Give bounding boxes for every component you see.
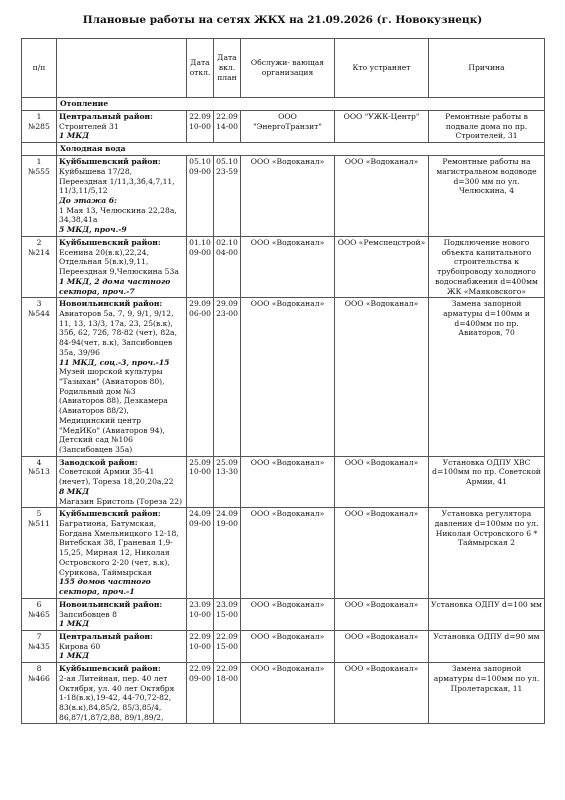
off-date: 24.09 <box>189 509 211 519</box>
header-num: п/п <box>22 39 57 98</box>
address-line: Советской Армии 35-41 <box>59 467 155 477</box>
row-number-cell <box>22 156 57 237</box>
district-name: Куйбышевский район: <box>59 509 161 519</box>
row-number-cell <box>22 508 57 598</box>
off-time: 06-00 <box>189 308 211 318</box>
fixer-org: ООО «Водоканал» <box>335 663 429 724</box>
off-date: 25.09 <box>189 457 211 467</box>
section-title: Отопление <box>57 98 545 111</box>
district-name: Куйбышевский район: <box>59 157 161 167</box>
row-number: 6 <box>36 599 42 609</box>
off-date-cell <box>187 663 214 724</box>
on-time: 13-30 <box>216 467 238 477</box>
row-number-cell <box>22 298 57 457</box>
address-line: 2-ая Литейная, пер. 40 лет <box>59 673 168 683</box>
off-date-cell <box>187 508 214 598</box>
on-date: 23.09 <box>216 599 238 609</box>
request-id: №511 <box>28 519 50 529</box>
address-line: сектора, проч.-7 <box>59 286 135 296</box>
request-id: №513 <box>28 467 50 477</box>
service-org: ООО «Водоканал» <box>241 298 335 457</box>
off-date-cell <box>187 456 214 508</box>
on-time: 14-00 <box>216 121 238 131</box>
district-name: Новоильинский район: <box>59 599 163 609</box>
fixer-org: ООО «Ремспецстрой» <box>335 236 429 297</box>
address-line: Богдана Хмельницкого 12-18, <box>59 528 179 538</box>
off-time: 09-00 <box>189 519 211 529</box>
section-title: Холодная вода <box>57 143 545 156</box>
reason: Ремонтные работы на магистральном водоводе d=300 мм по ул. Челюскина, 4 <box>429 156 545 237</box>
address-line: (нечет), Тореза 18,20,20а,22 <box>59 477 174 487</box>
address-line: Октября, ул. 40 лет Октября <box>59 683 175 693</box>
header-off-date: Дата откл. <box>187 39 214 98</box>
address-line: 1 МКД <box>59 619 89 629</box>
off-date: 22.09 <box>189 664 211 674</box>
on-date: 29.09 <box>216 299 238 309</box>
address-line: 155 домов частного <box>59 577 151 587</box>
address-line: (Запсибовцев 35а) <box>59 445 133 454</box>
service-org: ООО "ЭнергоТранзит" <box>241 111 335 143</box>
table-row <box>22 508 545 598</box>
address-cell <box>57 598 187 630</box>
address-cell <box>57 663 187 724</box>
section-row <box>22 98 545 111</box>
address-line: "МедИКо" (Авиаторов 94), <box>59 425 165 435</box>
address-line: 1-18(в.к),19-42, 44-70,72-82, <box>59 693 172 703</box>
on-date: 24.09 <box>216 509 238 519</box>
row-number: 5 <box>36 509 42 519</box>
address-line: Переездная 1/11,3,3б,4,7,11, <box>59 176 175 186</box>
reason: Замена запорной арматуры d=100мм по ул. Пролетарская, 11 <box>429 663 545 724</box>
address-cell <box>57 508 187 598</box>
address-line: 34,38,41а <box>59 215 98 225</box>
address-line: Кирова 60 <box>59 641 101 651</box>
row-number-cell <box>22 598 57 630</box>
reason: Установка ОДПУ d=100 мм <box>429 598 545 630</box>
fixer-org: ООО «Водоканал» <box>335 298 429 457</box>
row-number-cell <box>22 663 57 724</box>
off-date-cell <box>187 298 214 457</box>
service-org: ООО «Водоканал» <box>241 598 335 630</box>
header-fixer: Кто устраняет <box>335 39 429 98</box>
off-time: 09-00 <box>189 247 211 257</box>
reason: Установка ОДПУ ХВС d=100мм по пр. Советской Армии, 41 <box>429 456 545 508</box>
header-service-org: Обслужи- вающая организация <box>241 39 335 98</box>
address-line: Островского 2-20 (чет, в.к), <box>59 557 170 567</box>
address-line: Строителей 31 <box>59 121 119 131</box>
row-number: 1 <box>36 112 42 121</box>
fixer-org: ООО "УЖК-Центр" <box>335 111 429 143</box>
address-line: Есенина 20(в.к),22,24, <box>59 247 150 257</box>
address-line: 11, 13, 13/3, 17а, 23, 25(в.к), <box>59 318 173 328</box>
document-title: Плановые работы на сетях ЖКХ на 21.09.2026 (г. Новокузнецк) <box>82 14 483 26</box>
fixer-org: ООО «Водоканал» <box>335 508 429 598</box>
address-line: 1 МКД <box>59 131 89 141</box>
service-org: ООО «Водоканал» <box>241 663 335 724</box>
off-time: 09-00 <box>189 673 211 683</box>
on-date-cell <box>214 298 241 457</box>
address-line: 86,87/1,87/2,88, 89/1,89/2, <box>59 712 164 722</box>
works-table <box>21 38 545 724</box>
address-cell <box>57 630 187 662</box>
off-time: 10-00 <box>189 121 211 131</box>
row-number: 3 <box>36 299 42 309</box>
reason: Установка регулятора давления d=100мм по ул. Николая Островского 6 * Таймырская 2 <box>429 508 545 598</box>
on-date-cell <box>214 156 241 237</box>
on-date-cell <box>214 598 241 630</box>
section-row <box>22 143 545 156</box>
address-cell <box>57 156 187 237</box>
on-date-cell <box>214 663 241 724</box>
address-line: Куйбышева 17/28, <box>59 166 133 176</box>
address-line: 1 Мая 13, Челюскина 22,28а, <box>59 205 177 215</box>
address-line: Переездная 9,Челюскина 53а <box>59 267 179 277</box>
fixer-org: ООО «Водоканал» <box>335 456 429 508</box>
row-number: 1 <box>36 157 42 167</box>
on-date-cell <box>214 630 241 662</box>
off-date: 22.09 <box>189 631 211 641</box>
address-line: 35б, 62, 72б, 78-82 (чет), 82а, <box>59 328 177 338</box>
on-date-cell <box>214 236 241 297</box>
address-line: "Тазыхан" (Авиаторов 80), <box>59 376 165 386</box>
table-row <box>22 630 545 662</box>
district-name: Куйбышевский район: <box>59 237 161 247</box>
on-date-cell <box>214 508 241 598</box>
on-date: 25.09 <box>216 457 238 467</box>
on-date: 02.10 <box>216 237 238 247</box>
on-time: 15-00 <box>216 641 238 651</box>
district-name: Куйбышевский район: <box>59 664 161 674</box>
off-time: 09-00 <box>189 166 211 176</box>
address-line: 35а, 39/96 <box>59 347 100 357</box>
off-date: 29.09 <box>189 299 211 309</box>
header-address <box>57 39 187 98</box>
table-row <box>22 663 545 724</box>
request-id: №555 <box>28 166 50 176</box>
on-date: 22.09 <box>216 112 238 121</box>
address-line: Детский сад №106 <box>59 435 133 445</box>
off-date: 01.10 <box>189 237 211 247</box>
request-id: №544 <box>28 308 50 318</box>
table-row <box>22 156 545 237</box>
off-date-cell <box>187 156 214 237</box>
address-cell <box>57 111 187 143</box>
on-time: 04-00 <box>216 247 238 257</box>
off-date: 05.10 <box>189 157 211 167</box>
table-body <box>22 98 545 724</box>
address-line: До этажа 6: <box>59 196 117 206</box>
table-row <box>22 298 545 457</box>
off-date: 23.09 <box>189 599 211 609</box>
address-line: Отдельная 5(в.к),9,11, <box>59 257 149 267</box>
address-line: Магазин Бристоль (Тореза 22) <box>59 496 183 506</box>
on-date-cell <box>214 456 241 508</box>
address-cell <box>57 236 187 297</box>
row-number-cell <box>22 630 57 662</box>
address-line: Авиаторов 5а, 7, 9, 9/1, 9/12, <box>59 308 174 318</box>
address-line: 8 МКД <box>59 486 89 496</box>
row-number-cell <box>22 456 57 508</box>
on-date: 22.09 <box>216 631 238 641</box>
request-id: №465 <box>28 609 50 619</box>
header-on-date: Дата вкл. план <box>214 39 241 98</box>
request-id: №435 <box>28 641 50 651</box>
on-date-cell <box>214 111 241 143</box>
header-row <box>22 39 545 98</box>
table-row <box>22 598 545 630</box>
off-date-cell <box>187 630 214 662</box>
address-line: 84-94(чет, в.к), Запсибовцев <box>59 338 173 348</box>
reason: Установка ОДПУ d=90 мм <box>429 630 545 662</box>
section-spacer <box>22 98 57 111</box>
section-spacer <box>22 143 57 156</box>
district-name: Центральный район: <box>59 631 153 641</box>
address-line: Багратиона, Батумская, <box>59 519 157 529</box>
row-number: 7 <box>36 631 42 641</box>
reason: Замена запорной арматуры d=100мм и d=400мм по пр. Авиаторов, 70 <box>429 298 545 457</box>
address-line: (Авиаторов 88), Дезкамера <box>59 396 168 406</box>
on-date: 05.10 <box>216 157 238 167</box>
request-id: №214 <box>28 247 50 257</box>
on-time: 23-00 <box>216 308 238 318</box>
row-number: 2 <box>36 237 42 247</box>
off-time: 10-00 <box>189 467 211 477</box>
address-line: сектора, проч.-1 <box>59 587 135 597</box>
on-time: 23-59 <box>216 166 238 176</box>
address-line: 1 МКД, 2 дома частного <box>59 276 171 286</box>
address-cell <box>57 298 187 457</box>
address-line: (Авиаторов 88/2), <box>59 406 129 416</box>
district-name: Заводской район: <box>59 457 138 467</box>
district-name: Новоильинский район: <box>59 299 163 309</box>
fixer-org: ООО «Водоканал» <box>335 598 429 630</box>
off-time: 10-00 <box>189 641 211 651</box>
address-line: Музей шорской культуры <box>59 367 163 377</box>
address-line: 15,25, Мирная 12, Николая <box>59 548 170 558</box>
request-id: №466 <box>28 673 50 683</box>
on-time: 19-00 <box>216 519 238 529</box>
off-date: 22.09 <box>189 112 211 121</box>
row-number-cell <box>22 236 57 297</box>
service-org: ООО «Водоканал» <box>241 630 335 662</box>
address-line: Родильный дом №3 <box>59 386 136 396</box>
district-name: Центральный район: <box>59 112 153 121</box>
address-line: Витебская 38, Граневая 1,9- <box>59 538 173 548</box>
address-line: Сурикова, Таймырская <box>59 567 152 577</box>
on-time: 18-00 <box>216 673 238 683</box>
reason: Ремонтные работы в подвале дома по пр. Строителей, 31 <box>429 111 545 143</box>
service-org: ООО «Водоканал» <box>241 156 335 237</box>
off-date-cell <box>187 236 214 297</box>
table-row <box>22 456 545 508</box>
row-number-cell <box>22 111 57 143</box>
row-number: 4 <box>36 457 42 467</box>
fixer-org: ООО «Водоканал» <box>335 630 429 662</box>
on-time: 15-00 <box>216 609 238 619</box>
address-line: Запсибовцев 8 <box>59 609 117 619</box>
on-date: 22.09 <box>216 664 238 674</box>
address-line: Медицинский центр <box>59 415 142 425</box>
table-row <box>22 236 545 297</box>
header-reason: Причина <box>429 39 545 98</box>
service-org: ООО «Водоканал» <box>241 508 335 598</box>
request-id: №285 <box>28 121 50 131</box>
fixer-org: ООО «Водоканал» <box>335 156 429 237</box>
address-line: 83(в.к),84,85/2, 85/3,85/4, <box>59 702 162 712</box>
address-line: 11 МКД, соц.-3, проч.-15 <box>59 357 170 367</box>
address-line: 11/3,11/5,12 <box>59 186 108 196</box>
address-cell <box>57 456 187 508</box>
address-line: 5 МКД, проч.-9 <box>59 225 127 235</box>
service-org: ООО «Водоканал» <box>241 236 335 297</box>
off-time: 10-00 <box>189 609 211 619</box>
table-row <box>22 111 545 143</box>
reason: Подключение нового объекта капитального строительства к трубопроводу холодного водоснабжения d=400мм ЖК «Маяковского» <box>429 236 545 297</box>
off-date-cell <box>187 111 214 143</box>
address-line: 1 МКД <box>59 651 89 661</box>
service-org: ООО «Водоканал» <box>241 456 335 508</box>
row-number: 8 <box>36 664 42 674</box>
off-date-cell <box>187 598 214 630</box>
